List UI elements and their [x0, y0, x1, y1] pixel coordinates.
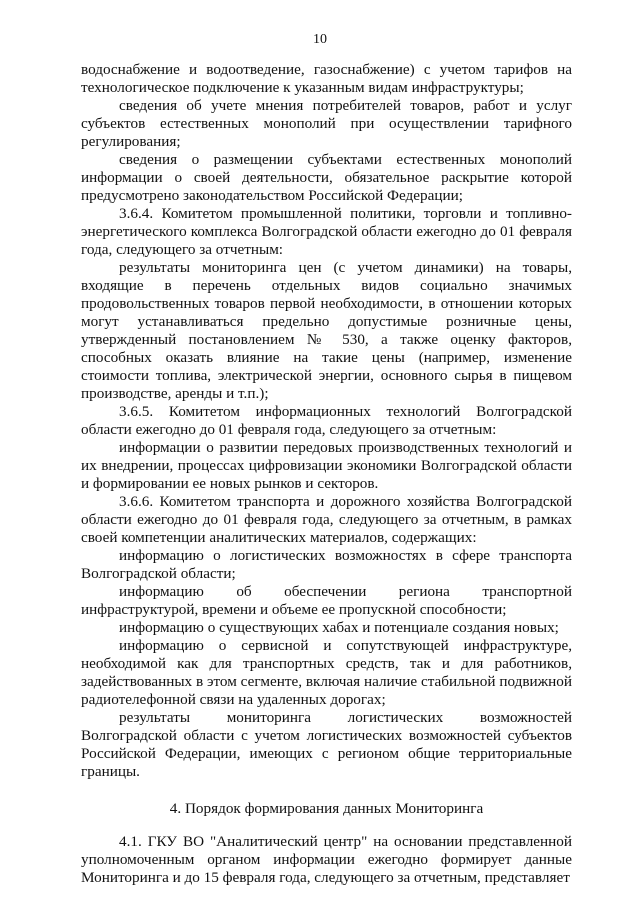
paragraph: 3.6.6. Комитетом транспорта и дорожного хозяйства Волгоградской области ежегодно до 01 февраля года, следующего за отчетным, в рамках своей компетенции аналитических материалов, содержащих:	[81, 493, 572, 546]
paragraph: информацию о логистических возможностях в сфере транспорта Волгоградской области;	[81, 547, 572, 582]
paragraph: информацию об обеспечении региона транспортной инфраструктурой, времени и объеме ее пропускной способности;	[81, 583, 572, 618]
paragraph: 4.1. ГКУ ВО "Аналитический центр" на основании представленной уполномоченным органом информации ежегодно формирует данные Мониторинга и до 15 февраля года, следующего за отчетным, представляет	[81, 833, 572, 886]
paragraph: результаты мониторинга цен (с учетом динамики) на товары, входящие в перечень отдельных видов социально значимых продовольственных товаров первой необходимости, в отношении которых могут устанавливаться предельно допустимые розничные цены, утвержденный постановлением № 530, а также оценку факторов, способных оказать влияние на такие цены (например, изменение стоимости топлива, электрической энергии, основного сырья в пищевом производстве, аренды и т.п.);	[81, 259, 572, 402]
paragraph: 3.6.4. Комитетом промышленной политики, торговли и топливно-энергетического комплекса Волгоградской области ежегодно до 01 февраля года, следующего за отчетным:	[81, 205, 572, 258]
paragraph: информацию о существующих хабах и потенциале создания новых;	[119, 619, 559, 636]
paragraphs-before-heading	[81, 61, 572, 781]
paragraph: результаты мониторинга логистических возможностей Волгоградской области с учетом логистических возможностей субъектов Российской Федерации, имеющих с регионом общие территориальные границы.	[81, 709, 572, 780]
paragraphs-after-heading	[81, 833, 572, 887]
paragraph: сведения о размещении субъектами естественных монополий информации о своей деятельности, обязательное раскрытие которой предусмотрено законодательством Российской Федерации;	[81, 151, 572, 204]
paragraph: информации о развитии передовых производственных технологий и их внедрении, процессах цифровизации экономики Волгоградской области и формировании ее новых рынков и секторов.	[81, 439, 572, 492]
page-number: 10	[313, 32, 327, 47]
paragraph: 3.6.5. Комитетом информационных технологий Волгоградской области ежегодно до 01 февраля года, следующего за отчетным:	[81, 403, 572, 438]
paragraph: водоснабжение и водоотведение, газоснабжение) с учетом тарифов на технологическое подключение к указанным видам инфраструктуры;	[81, 61, 572, 96]
paragraph: информацию о сервисной и сопутствующей инфраструктуре, необходимой как для транспортных средств, так и для работников, задействованных в этом сегменте, включая наличие стабильной подвижной радиотелефонной связи на удаленных дорогах;	[81, 637, 572, 708]
document-body	[81, 61, 572, 887]
paragraph: сведения об учете мнения потребителей товаров, работ и услуг субъектов естественных монополий при осуществлении тарифного регулирования;	[81, 97, 572, 150]
section-heading: 4. Порядок формирования данных Мониторинга	[169, 800, 484, 817]
